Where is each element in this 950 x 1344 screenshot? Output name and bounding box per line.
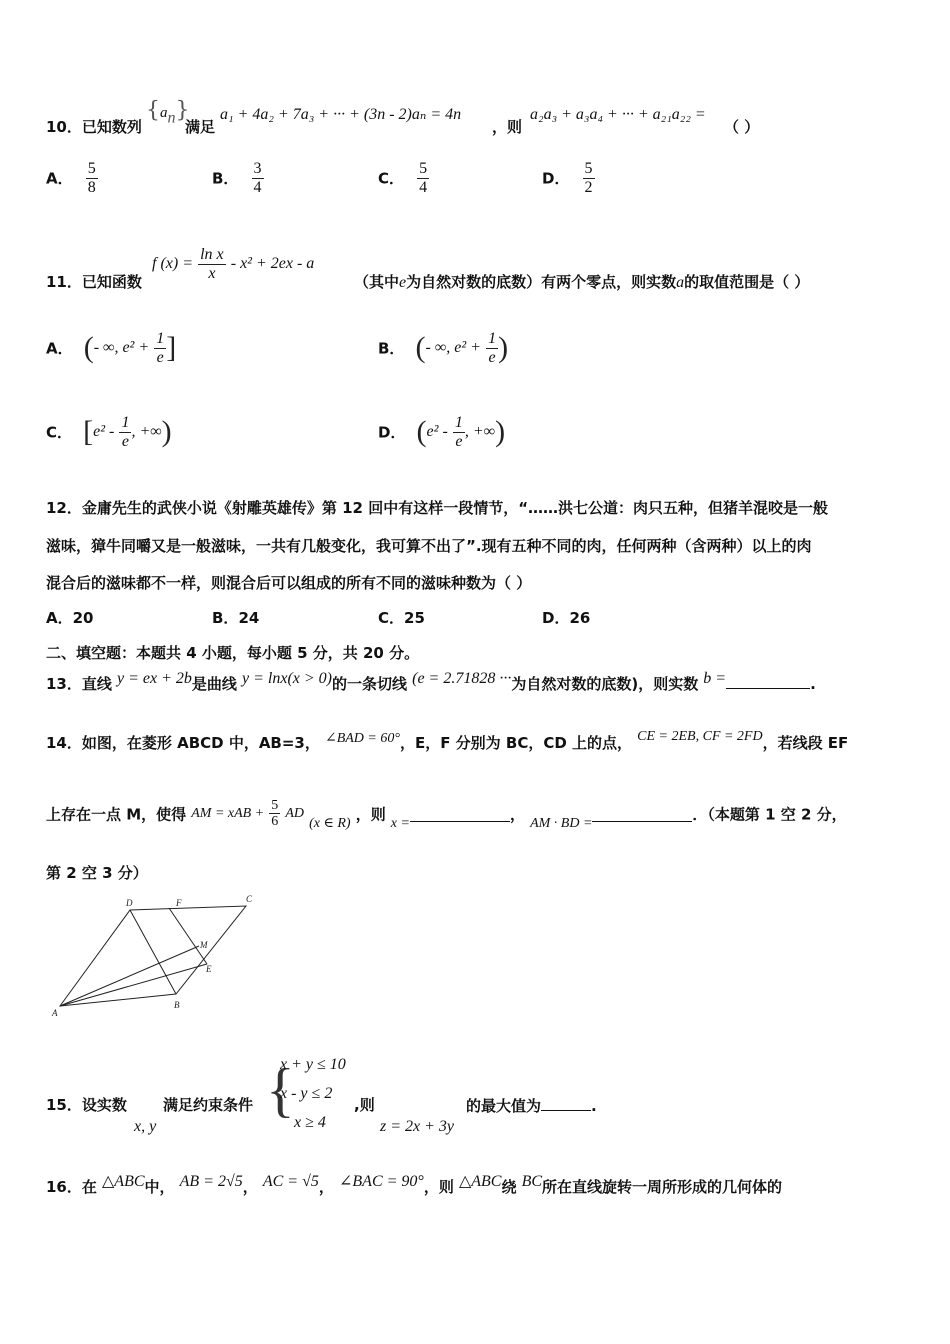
q11-function: f (x) = $\frac{\text{ln x}}{x}$ - x² + 2ex - a — [152, 246, 315, 282]
q10-option-d[interactable]: D． $\frac{5}{2}$ — [542, 160, 593, 196]
q13: 13．直线 y = ex + 2b是曲线 y = lnx(x > 0)的一条切线 (e = 2.71828 ···为自然对数的底数)，则实数 b = . — [46, 670, 816, 693]
q11-stem: 11．已知函数 — [46, 273, 142, 291]
segment-fe — [169, 908, 207, 964]
q12-line-3: 混合后的滋味都不一样，则混合后可以组成的所有不同的滋味种数为（ ） — [46, 574, 532, 592]
q15-text: 满足约束条件 — [163, 1096, 254, 1114]
q11-option-c[interactable]: C． [e² - $\frac{1}{e}$ , +∞) — [46, 414, 172, 450]
q12-option-a[interactable]: A．20 — [46, 609, 94, 627]
q15-stem: 15．设实数 — [46, 1096, 127, 1114]
q11-option-b[interactable]: B． (- ∞, e² + $\frac{1}{e}$ ) — [378, 330, 509, 366]
section-heading: 二、填空题：本题共 4 小题，每小题 5 分，共 20 分。 — [46, 644, 420, 662]
q14-line-1: 14．如图，在菱形 ABCD 中，AB=3， ∠BAD = 60°，E，F 分别为 BC，CD 上的点， CE = 2EB, CF = 2FD，若线段 EF — [46, 729, 849, 752]
label-b: B — [174, 1000, 180, 1010]
q14-line-2: 上存在一点 M，使得 AM = xAB + $\frac{5}{6}$ AD (x ∈ R) ，则 x = ， AM · BD = ．（本题第 1 空 2 分， — [46, 798, 847, 832]
q12-option-c[interactable]: C．25 — [378, 609, 425, 627]
label-m: M — [200, 940, 208, 950]
label-f: F — [176, 898, 182, 908]
q10-text2: ，则 — [492, 118, 523, 136]
q14-answer-blank-1[interactable] — [410, 805, 510, 822]
q15-objective: z = 2x + 3y — [380, 1118, 455, 1135]
q10-option-a[interactable]: A． $\frac{5}{8}$ — [46, 160, 96, 196]
q14-answer-blank-2[interactable] — [592, 805, 692, 822]
q11-text: （其中e为自然对数的底数）有两个零点，则实数a的取值范围是（ ） — [354, 273, 810, 291]
q15-constraint-1: x + y ≤ 10 — [280, 1056, 346, 1073]
q13-answer-blank[interactable] — [726, 672, 810, 689]
q12-line-2: 滋味，獐牛同嚼又是一般滋味，一共有几般变化，我可算不出了”.现有五种不同的肉，任何两种（含两种）以上的肉 — [46, 537, 812, 555]
q15-answer-blank[interactable] — [541, 1094, 591, 1111]
q10-seq-brace: $\{a_n\}$ — [146, 98, 190, 127]
q12-option-b[interactable]: B．24 — [212, 609, 260, 627]
q12-option-d[interactable]: D．26 — [542, 609, 591, 627]
q15-tail: 的最大值为 . — [466, 1094, 597, 1116]
q15-text2: ,则 — [354, 1096, 375, 1114]
q15-constraint-3: x ≥ 4 — [294, 1114, 326, 1131]
q15-brace: { — [266, 1057, 295, 1123]
q10-text: 满足 — [185, 118, 216, 136]
q16: 16．在 △ABC中， AB = 2√5， AC = √5， ∠BAC = 90°，则 △ABC绕 BC所在直线旋转一周所形成的几何体的 — [46, 1173, 783, 1196]
label-c: C — [246, 894, 253, 904]
q10-option-b[interactable]: B． $\frac{3}{4}$ — [212, 160, 262, 196]
q10-equation: a₁ + 4a₂ + 7a₃ + ··· + (3n - 2)aₙ = 4n — [220, 106, 462, 123]
label-d: D — [126, 898, 133, 908]
q10-option-c[interactable]: C． $\frac{5}{4}$ — [378, 160, 428, 196]
rhombus-figure — [48, 890, 268, 1020]
label-a: A — [52, 1008, 58, 1018]
diagonal-bd — [130, 910, 176, 994]
segment-am — [60, 946, 199, 1006]
q12-line-1: 12．金庸先生的武侠小说《射雕英雄传》第 12 回中有这样一段情节，“……洪七公道：肉只五种，但猪羊混咬是一般 — [46, 499, 829, 517]
q14-note: 第 2 空 3 分） — [46, 864, 148, 882]
q10-sum: a₂a₃ + a₃a₄ + ··· + a₂₁a₂₂ = — [530, 106, 706, 123]
q15-constraint-2: x - y ≤ 2 — [280, 1085, 333, 1102]
q10-paren: （ ） — [724, 118, 760, 136]
label-e: E — [206, 964, 212, 974]
q10-stem: 10．已知数列 — [46, 118, 142, 136]
rhombus-outline — [60, 906, 246, 1006]
q11-option-d[interactable]: D． (e² - $\frac{1}{e}$ , +∞) — [378, 414, 506, 450]
segment-ae — [60, 964, 207, 1006]
q11-option-a[interactable]: A． (- ∞, e² + $\frac{1}{e}$ ] — [46, 330, 177, 366]
q15-vars: x, y — [134, 1118, 157, 1135]
